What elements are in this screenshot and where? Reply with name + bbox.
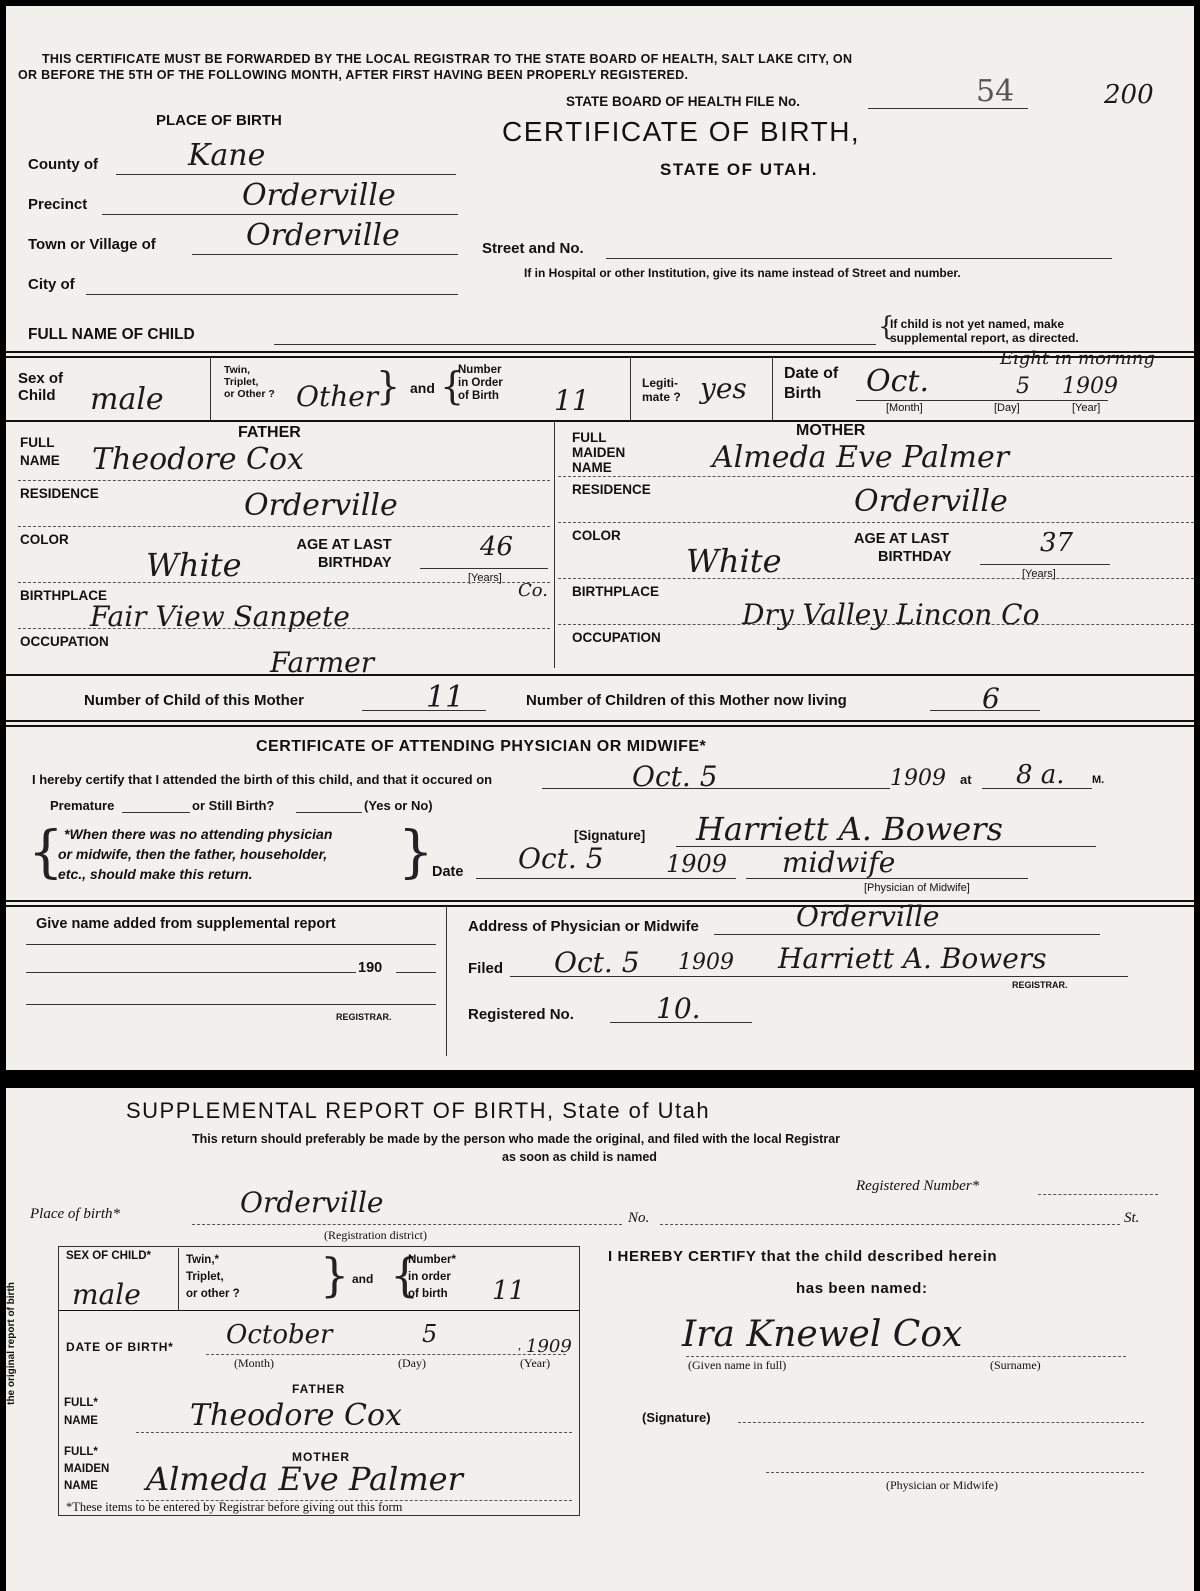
- supp-mother-heading: MOTHER: [292, 1450, 350, 1464]
- supp-order-label: Number* in order of birth: [408, 1254, 456, 1300]
- margin-text: the original report of birth: [6, 1282, 17, 1405]
- supp-mother: Almeda Eve Palmer: [146, 1460, 463, 1498]
- mother-color-label: COLOR: [572, 528, 621, 543]
- twin-value: Other: [296, 380, 379, 413]
- father-years-caption: [Years]: [468, 572, 502, 584]
- sex-value: male: [90, 382, 164, 417]
- father-residence-label: RESIDENCE: [20, 486, 99, 501]
- twin-label: Twin, Triplet, or Other ?: [224, 364, 275, 400]
- attended-time: 8 a.: [1016, 760, 1065, 790]
- supp-signature-label: (Signature): [642, 1410, 711, 1425]
- certificate-subtitle: STATE OF UTAH.: [660, 160, 818, 179]
- father-color-label: COLOR: [20, 532, 69, 547]
- filed-label: Filed: [468, 960, 504, 977]
- supp-twin-label: Twin,* Triplet, or other ?: [186, 1254, 240, 1300]
- living-label: Number of Children of this Mother now living: [526, 692, 847, 709]
- m-label: M.: [1092, 774, 1105, 786]
- signature-label: [Signature]: [574, 828, 646, 843]
- supp-year-label: 190: [358, 960, 383, 976]
- supp-order: 11: [492, 1276, 526, 1306]
- dob-month: Oct.: [866, 364, 929, 399]
- dob-month-caption: [Month]: [886, 402, 923, 414]
- child-number-label: Number of Child of this Mother: [84, 692, 304, 709]
- file-no: 54: [976, 74, 1015, 109]
- father-name-label: FULL NAME: [20, 435, 60, 468]
- supp-dob-label: DATE OF BIRTH*: [66, 1340, 174, 1354]
- mother-birthplace-label: BIRTHPLACE: [572, 584, 659, 599]
- registered-number-label: Registered Number*: [856, 1178, 980, 1194]
- registered-no: 10.: [656, 992, 701, 1025]
- mother-color: White: [686, 542, 782, 580]
- yes-no-label: (Yes or No): [364, 798, 433, 813]
- dob-time: Eight in morning: [1000, 348, 1156, 369]
- father-color: White: [146, 546, 242, 584]
- supp-certify-1: I HEREBY CERTIFY that the child described herein: [608, 1248, 998, 1265]
- supplemental-title: SUPPLEMENTAL REPORT OF BIRTH, State of Utah: [126, 1098, 711, 1123]
- supp-mother-label: FULL* MAIDEN NAME: [64, 1446, 110, 1492]
- and-label: and: [410, 380, 435, 396]
- mother-heading: MOTHER: [796, 422, 866, 439]
- order-label: Number in Order of Birth: [458, 364, 503, 402]
- mother-residence: Orderville: [854, 484, 1008, 519]
- mother-residence-label: RESIDENCE: [572, 482, 651, 497]
- supp-father-label: FULL* NAME: [64, 1397, 98, 1427]
- supp-given-label: Give name added from supplemental report: [36, 916, 336, 932]
- supp-dob-year: 1909: [526, 1336, 572, 1357]
- no-label: No.: [628, 1210, 650, 1226]
- mother-age-label: AGE AT LAST BIRTHDAY: [854, 531, 952, 565]
- filed-date: Oct. 5: [554, 946, 640, 979]
- surname-caption: (Surname): [990, 1358, 1041, 1372]
- full-name-label: FULL NAME OF CHILD: [28, 326, 195, 343]
- precinct-value: Orderville: [242, 178, 396, 213]
- sex-label: Sex of Child: [18, 370, 64, 404]
- mother-name: Almeda Eve Palmer: [712, 440, 1010, 475]
- street-label: Street and No.: [482, 240, 584, 257]
- attended-date: Oct. 5: [632, 760, 718, 793]
- dob-day-caption: [Day]: [994, 402, 1020, 414]
- supp-sex-label: SEX OF CHILD*: [66, 1250, 151, 1262]
- supp-and-label: and: [352, 1272, 374, 1286]
- dob-day: 5: [1016, 374, 1030, 399]
- place-label: Place of birth*: [30, 1206, 120, 1222]
- place-value: Orderville: [240, 1186, 384, 1219]
- mother-occupation-label: OCCUPATION: [572, 630, 661, 645]
- given-caption: (Given name in full): [688, 1358, 787, 1372]
- place-heading: PLACE OF BIRTH: [156, 112, 282, 129]
- town-label: Town or Village of: [28, 236, 156, 253]
- mother-name-label: FULL MAIDEN NAME: [572, 430, 626, 475]
- living-value: 6: [982, 682, 1000, 715]
- father-birthplace-co: Co.: [518, 580, 549, 601]
- address-value: Orderville: [796, 900, 940, 933]
- notice-line-1: THIS CERTIFICATE MUST BE FORWARDED BY THE LOCAL REGISTRAR TO THE STATE BOARD OF HEALTH, SALT LAKE CITY, ON: [42, 52, 853, 66]
- supp-year-caption: (Year): [520, 1356, 551, 1370]
- supp-child-name: Ira Knewel Cox: [682, 1314, 963, 1355]
- dob-year: 1909: [1062, 374, 1118, 399]
- registrar-caption-2: REGISTRAR.: [1012, 980, 1068, 990]
- city-label: City of: [28, 276, 75, 293]
- signature: Harriett A. Bowers: [696, 810, 1003, 848]
- supp-father-heading: FATHER: [292, 1382, 346, 1396]
- margin-note: 200: [1104, 80, 1154, 110]
- date-label: Date: [432, 864, 464, 880]
- instructions-2: as soon as child is named: [502, 1150, 657, 1164]
- not-named-note-2: supplemental report, as directed.: [890, 331, 1079, 345]
- supp-dob-day: 5: [422, 1320, 438, 1348]
- father-birthplace-label: BIRTHPLACE: [20, 588, 107, 603]
- instructions-1: This return should preferably be made by the person who made the original, and filed with the local Registrar: [192, 1132, 841, 1146]
- dob-year-caption: [Year]: [1072, 402, 1101, 414]
- registrar-caption: REGISTRAR.: [336, 1012, 392, 1022]
- supp-physician-caption: (Physician or Midwife): [886, 1478, 998, 1492]
- signed-role: midwife: [782, 846, 896, 879]
- mother-years-caption: [Years]: [1022, 568, 1056, 580]
- hospital-note: If in Hospital or other Institution, give its name instead of Street and number.: [524, 266, 961, 280]
- county-label: County of: [28, 156, 98, 173]
- asterisk-note: *When there was no attending physician or midwife, then the father, householder, etc., should make this return.: [58, 826, 333, 882]
- county-value: Kane: [188, 138, 266, 173]
- mother-birthplace: Dry Valley Lincon Co: [742, 598, 1040, 631]
- attended-year: 1909: [890, 766, 946, 791]
- supp-certify-2: has been named:: [796, 1280, 928, 1297]
- mother-age: 37: [1040, 528, 1074, 558]
- still-birth-label: or Still Birth?: [192, 798, 275, 813]
- filed-registrar: Harriett A. Bowers: [778, 942, 1047, 975]
- father-occupation-label: OCCUPATION: [20, 634, 109, 649]
- father-age-label: AGE AT LAST BIRTHDAY: [296, 537, 392, 571]
- father-name: Theodore Cox: [92, 442, 304, 477]
- registration-caption: (Registration district): [324, 1228, 427, 1242]
- town-value: Orderville: [246, 218, 400, 253]
- premature-label: Premature: [50, 798, 115, 813]
- signed-year: 1909: [666, 850, 728, 878]
- father-residence: Orderville: [244, 488, 398, 523]
- filed-year: 1909: [678, 950, 734, 975]
- not-named-note-1: If child is not yet named, make: [890, 317, 1065, 331]
- notice-line-2: OR BEFORE THE 5TH OF THE FOLLOWING MONTH, AFTER FIRST HAVING BEEN PROPERLY REGISTERED.: [18, 68, 689, 82]
- father-occupation: Farmer: [270, 646, 375, 679]
- st-label: St.: [1124, 1210, 1140, 1226]
- birth-certificate: THIS CERTIFICATE MUST BE FORWARDED BY THE LOCAL REGISTRAR TO THE STATE BOARD OF HEALTH, SALT LAKE CITY, ON OR BEFORE THE 5TH OF THE FOLLOWING MONTH, AFTER FIRST HAVING BEEN PROPERLY REGISTERED. STATE BOARD OF HEALTH FILE No. 54 200 PLACE OF BIRTH CERTIFICATE OF BIRTH, STATE OF UTAH. County of Kane Precinct Orderville Town or Village of Orderville Street and No. If in Hospital or other Institution, give its name instead of Street and number. City of FULL NAME OF CHILD { If child is not yet named, make supplemental report, as directed. Sex of Child male Twin, Triplet, or Other ? Other } and { Number in Order of Birth 11 Legiti- mate ? yes Date of Birth Oct. 5 1909 Eight in morning [Month] [Day] [Year] FATHER FULL NAME Theodore Cox RESIDENCE Orderville COLOR White AGE AT LAST BIRTHDAY 46 [Years] BIRTHPLACE Fair View Sanpete Co. OCCUPATION Farmer MOTHER FULL MAIDEN NAME Almeda Eve Palmer RESIDENCE Orderville COLOR White AGE AT LAST BIRTHDAY 37 [Years] BIRTHPLACE Dry Valley Lincon Co OCCUPATION Number of Child of this Mother 11 Number of Children of this Mother now living 6 CERTIFICATE OF ATTENDING PHYSICIAN OR MIDWIFE* I hereby certify that I attended the birth of this child, and that it occured on Oct. 5 1909 at 8 a. M. Premature or Still Birth? (Yes or No) { *When there was no attending physician or midwife, then the father, householder, etc., should make this return. } [Signature] Harriett A. Bowers Date Oct. 5 1909 midwife [Physician of Midwife] Give name added from supplemental report 190 REGISTRAR. Address of Physician or Midwife Orderville Filed Oct. 5 1909 Harriett A. Bowers REGISTRAR. Registered No. 10.: [6, 6, 1194, 1070]
- dob-label: Date of Birth: [784, 365, 839, 402]
- certify-text: I hereby certify that I attended the birth of this child, and that it occured on: [32, 772, 493, 787]
- supp-month-caption: (Month): [234, 1356, 274, 1370]
- address-label: Address of Physician or Midwife: [468, 918, 699, 935]
- signed-date: Oct. 5: [518, 842, 604, 875]
- father-age: 46: [480, 532, 514, 562]
- supp-day-caption: (Day): [398, 1356, 426, 1370]
- precinct-label: Precinct: [28, 196, 88, 213]
- supp-dob-month: October: [226, 1320, 333, 1350]
- supp-footnote: *These items to be entered by Registrar before giving out this form: [66, 1500, 403, 1514]
- legit-label: Legiti- mate ?: [642, 376, 681, 404]
- certificate-title: CERTIFICATE OF BIRTH,: [502, 116, 861, 147]
- physician-caption: [Physician of Midwife]: [864, 882, 970, 894]
- father-heading: FATHER: [238, 424, 301, 441]
- father-birthplace: Fair View Sanpete: [90, 600, 350, 633]
- order-value: 11: [554, 384, 590, 417]
- physician-heading: CERTIFICATE OF ATTENDING PHYSICIAN OR MIDWIFE*: [256, 738, 707, 755]
- supp-sex: male: [72, 1278, 141, 1311]
- file-no-label: STATE BOARD OF HEALTH FILE No.: [566, 94, 800, 109]
- child-number: 11: [426, 680, 465, 715]
- supplemental-report: SUPPLEMENTAL REPORT OF BIRTH, State of Utah This return should preferably be made by the person who made the original, and filed with the local Registrar as soon as child is named the original report of birth Registered Number* Place of birth* Orderville (Registration district) No. St. SEX OF CHILD* male Twin,* Triplet, or other ? } and { Number* in order of birth 11 DATE OF BIRTH* October 5 , 1909 (Month) (Day) (Year) FATHER FULL* NAME Theodore Cox MOTHER FULL* MAIDEN NAME Almeda Eve Palmer *These items to be entered by Registrar before giving out this form I HEREBY CERTIFY that the child described herein has been named: Ira Knewel Cox (Given name in full) (Surname) (Signature) (Physician or Midwife): [6, 1088, 1194, 1591]
- supp-father: Theodore Cox: [190, 1398, 402, 1433]
- at-label: at: [960, 772, 972, 787]
- legit-value: yes: [700, 372, 747, 405]
- registered-label: Registered No.: [468, 1006, 574, 1023]
